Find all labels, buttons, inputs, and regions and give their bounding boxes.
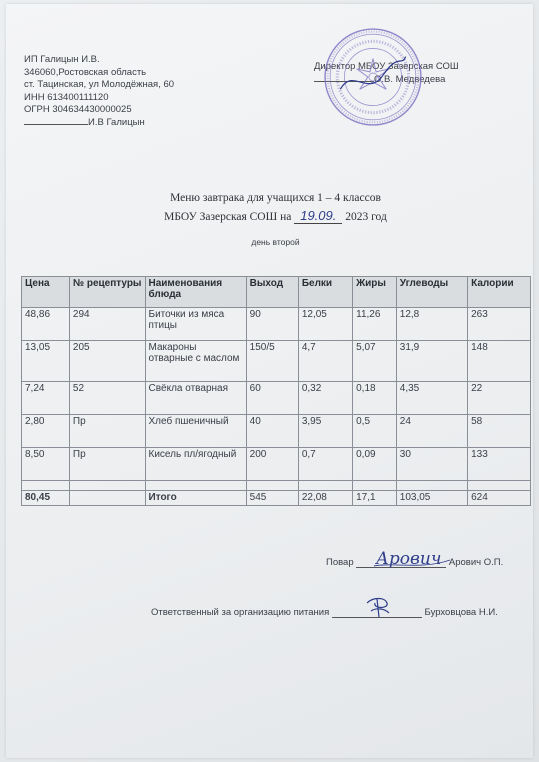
table-header-row	[22, 277, 531, 308]
cook-name: Арович О.П.	[448, 557, 504, 568]
table-cell: 205	[69, 341, 145, 382]
table-cell: 133	[468, 448, 531, 481]
column-header: Цена	[22, 277, 70, 308]
approval-line-1: Директор МБОУ Зазерская СОШ	[314, 61, 459, 72]
school-stamp	[322, 26, 424, 128]
document-sheet	[6, 4, 533, 758]
menu-title-line2: МБОУ Зазерская СОШ на 19.09. 2023 год	[164, 208, 387, 223]
responsible-name: Бурховцова Н.И.	[424, 607, 498, 618]
table-cell: 0,7	[298, 448, 352, 481]
table-cell: Пр	[69, 415, 145, 448]
column-header: Жиры	[353, 277, 397, 308]
column-header: Калории	[468, 277, 531, 308]
table-cell: 11,26	[353, 308, 397, 341]
column-header: Выход	[246, 277, 298, 308]
supplier-line: ИНН 613400111120	[24, 91, 109, 103]
table-cell: 12,8	[396, 308, 467, 341]
responsible-signature	[363, 595, 393, 621]
table-cell: 12,05	[298, 308, 352, 341]
table-cell: 0,32	[298, 382, 352, 415]
supplier-line: ст. Тацинская, ул Молодёжная, 60	[24, 79, 175, 91]
responsible-signature-row	[151, 606, 498, 618]
table-cell: 22	[468, 382, 531, 415]
table-cell: 150/5	[246, 341, 298, 382]
table-cell: 148	[468, 341, 531, 382]
table-cell: 31,9	[396, 341, 467, 382]
table-cell: 48,86	[22, 308, 70, 341]
table-cell: Хлеб пшеничный	[145, 415, 246, 448]
table-row	[22, 341, 531, 382]
column-header: Наименования блюда	[145, 277, 246, 308]
column-header: Белки	[298, 277, 352, 308]
handwritten-date: 19.09.	[294, 208, 342, 224]
table-cell: 80,45	[22, 491, 70, 506]
table-row-empty	[22, 481, 531, 491]
supplier-line: ИП Галицын И.В.	[24, 54, 100, 65]
table-cell: Кисель пл/ягодный	[145, 448, 246, 481]
table-cell: 624	[468, 491, 531, 506]
approval-line-2: О.В. Медведева	[314, 74, 459, 87]
table-cell: Итого	[145, 491, 246, 506]
table-cell: 103,05	[396, 491, 467, 506]
cook-signature	[372, 544, 452, 574]
table-cell: 8,50	[22, 448, 70, 481]
table-cell: 24	[396, 415, 467, 448]
table-cell: 545	[246, 491, 298, 506]
table-cell: 52	[69, 382, 145, 415]
column-header: Углеводы	[396, 277, 467, 308]
cook-label: Повар	[326, 557, 354, 568]
table-row	[22, 448, 531, 481]
table-cell: 58	[468, 415, 531, 448]
table-cell: 0,18	[353, 382, 397, 415]
table-cell: 0,09	[353, 448, 397, 481]
table-cell: 7,24	[22, 382, 70, 415]
table-cell: 4,7	[298, 341, 352, 382]
table-row	[22, 308, 531, 341]
table-cell: 90	[246, 308, 298, 341]
table-cell: Свёкла отварная	[145, 382, 246, 415]
column-header: № рецептуры	[69, 277, 145, 308]
supplier-line: ОГРН 304634430000025	[24, 104, 132, 116]
menu-table	[21, 276, 531, 506]
menu-title: Меню завтрака для учащихся 1 – 4 классов	[170, 192, 381, 204]
menu-subtitle: день второй	[251, 237, 300, 247]
table-cell: 4,35	[396, 382, 467, 415]
cook-handwritten-name: Арович	[376, 549, 442, 569]
table-cell: 22,08	[298, 491, 352, 506]
table-cell: Биточки из мяса птицы	[145, 308, 246, 341]
table-cell: 5,07	[353, 341, 397, 382]
responsible-label: Ответственный за организацию питания	[151, 607, 330, 618]
table-cell	[69, 491, 145, 506]
table-row	[22, 382, 531, 415]
table-cell: 263	[468, 308, 531, 341]
table-cell: 40	[246, 415, 298, 448]
table-row	[22, 415, 531, 448]
table-cell: 0,5	[353, 415, 397, 448]
table-cell: 294	[69, 308, 145, 341]
supplier-line: 346060,Ростовская область	[24, 66, 147, 78]
table-cell: Макароны отварные с маслом	[145, 341, 246, 382]
table-total-row	[22, 491, 531, 506]
table-cell: 17,1	[353, 491, 397, 506]
table-cell: 200	[246, 448, 298, 481]
table-cell: 13,05	[22, 341, 70, 382]
supplier-signature-line: И.В Галицын	[24, 117, 174, 130]
table-cell: 30	[396, 448, 467, 481]
table-cell: 2,80	[22, 415, 70, 448]
table-cell: Пр	[69, 448, 145, 481]
table-cell: 60	[246, 382, 298, 415]
supplier-block	[24, 54, 174, 130]
table-cell: 3,95	[298, 415, 352, 448]
